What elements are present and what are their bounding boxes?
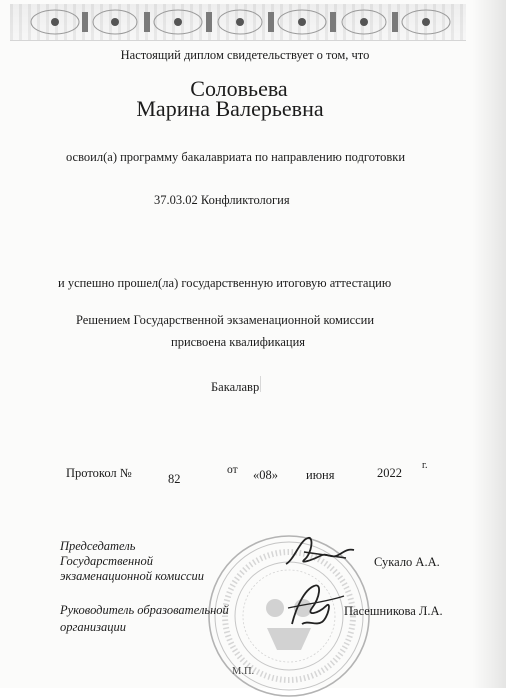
chair-signature-icon [282, 530, 362, 576]
protocol-month: июня [306, 468, 335, 482]
chair-name: Сукало А.А. [374, 555, 440, 569]
chair-title-line3: экзаменационной комиссии [60, 569, 205, 583]
passed-line: и успешно прошел(ла) государственную итоговую аттестацию [58, 276, 392, 290]
surname-text: Соловьева [190, 76, 288, 101]
protocol-year-suffix: г. [422, 460, 428, 471]
assigned-line: присвоена квалификация [171, 335, 306, 349]
protocol-number: 82 [168, 472, 181, 486]
given-names-text: Марина Валерьевна [136, 96, 324, 121]
ornament-pattern-icon [10, 4, 466, 40]
page-edge-shadow [472, 0, 506, 688]
qualification: Бакалавр [211, 380, 260, 394]
protocol-day: «08» [253, 468, 278, 482]
stamp-label: М.П. [232, 666, 255, 677]
head-name: Пасешникова Л.А. [344, 604, 443, 618]
head-title-line1: Руководитель образовательной [60, 603, 229, 617]
protocol-year: 2022 [377, 466, 402, 480]
given-names [0, 98, 460, 121]
certify-line: Настоящий диплом свидетельствует о том, что [120, 48, 370, 62]
decision-line: Решением Государственной экзаменационной комиссии [76, 313, 375, 327]
chair-title-line2: Государственной [60, 554, 153, 568]
head-signature-icon [282, 578, 352, 634]
head-title-line2: организации [60, 620, 126, 634]
chair-title-line1: Председатель [60, 539, 136, 553]
program-name: 37.03.02 Конфликтология [154, 193, 290, 207]
mastered-line: освоил(а) программу бакалавриата по направлению подготовки [66, 150, 406, 164]
qualification-mark [260, 376, 261, 392]
decorative-border [10, 4, 466, 41]
protocol-from-label: от [227, 464, 238, 476]
protocol-label: Протокол № [66, 466, 132, 480]
